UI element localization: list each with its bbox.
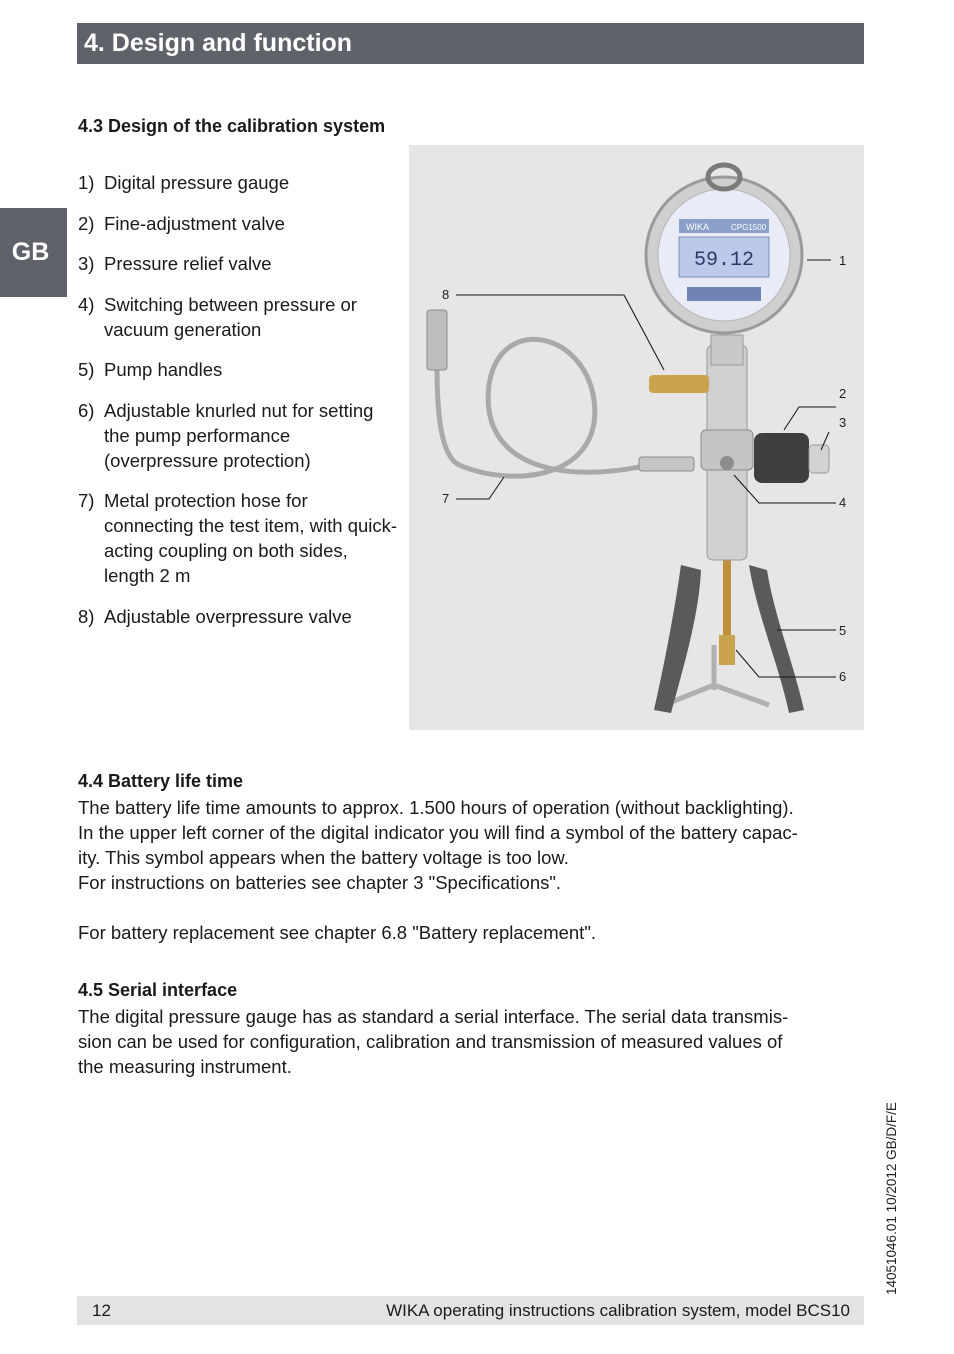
callout-label-2: 2	[839, 386, 847, 401]
hose-coupling	[427, 310, 447, 370]
gauge-reading: 59.12	[694, 249, 755, 272]
callout-label-1: 1	[839, 253, 847, 268]
callout-label-8: 8	[442, 287, 450, 302]
component-list	[78, 170, 398, 629]
list-item-number: 7)	[78, 490, 95, 511]
chapter-title: 4. Design and function	[84, 29, 353, 57]
list-item-number: 2)	[78, 213, 95, 234]
calibration-system-figure	[409, 145, 864, 730]
list-item-text: Pump handles	[104, 359, 223, 380]
chapter-header	[77, 23, 864, 64]
document-code: 14051046.01 10/2012 GB/D/F/E	[884, 1102, 899, 1295]
callout-label-5: 5	[839, 623, 847, 638]
section-43-heading: 4.3 Design of the calibration system	[78, 116, 386, 136]
hose-illustration	[437, 339, 649, 476]
page-number: 12	[92, 1301, 111, 1320]
paragraph-line: The battery life time amounts to approx. 1.500 hours of operation (without backlighting).	[78, 797, 794, 818]
list-item	[78, 211, 398, 236]
fine-adjustment-valve	[754, 433, 809, 483]
paragraph-line: For instructions on batteries see chapter 3 "Specifications".	[78, 872, 562, 893]
footer-title: WIKA operating instructions calibration system, model BCS10	[386, 1301, 850, 1320]
callout-label-4: 4	[839, 495, 847, 510]
list-item-text: Adjustable knurled nut for setting the pump performance (overpressure protection)	[104, 400, 374, 471]
list-item-number: 8)	[78, 606, 95, 627]
page-footer	[77, 1296, 864, 1325]
callout-label-6: 6	[839, 669, 847, 684]
list-item-number: 5)	[78, 359, 95, 380]
list-item-number: 4)	[78, 294, 95, 315]
language-label: GB	[11, 238, 50, 266]
list-item-text: Digital pressure gauge	[104, 172, 290, 193]
list-item	[78, 488, 398, 588]
list-item	[78, 292, 398, 342]
paragraph-line: The digital pressure gauge has as standard a serial interface. The serial data transmis-	[78, 1006, 789, 1027]
callout-label-3: 3	[839, 415, 847, 430]
vacuum-switch	[720, 456, 734, 470]
paragraph-line: ity. This symbol appears when the battery voltage is too low.	[78, 847, 569, 868]
list-item	[78, 357, 398, 382]
gauge-model: CPG1500	[731, 223, 767, 232]
list-item	[78, 398, 398, 473]
tripod-leg	[714, 685, 769, 705]
paragraph-line: In the upper left corner of the digital indicator you will find a symbol of the battery capac-	[78, 822, 798, 843]
paragraph-line: For battery replacement see chapter 6.8 "Battery replacement".	[78, 922, 597, 943]
list-item-number: 3)	[78, 253, 95, 274]
knurled-nut	[719, 635, 735, 665]
list-item-text: Metal protection hose for connecting the test item, with quick-acting coupling on both sides, length 2 m	[104, 490, 398, 586]
list-item-number: 6)	[78, 400, 95, 421]
paragraph-line: the measuring instrument.	[78, 1056, 292, 1077]
gauge-connector	[711, 335, 743, 365]
list-item-text: Switching between pressure or vacuum generation	[104, 294, 357, 340]
list-item	[78, 170, 398, 195]
section-44-heading: 4.4 Battery life time	[78, 771, 244, 791]
callout-line-2	[784, 407, 836, 430]
hose-coupling	[639, 457, 694, 471]
calibration-system-illustration	[409, 145, 864, 730]
gauge-buttons	[687, 287, 761, 301]
list-item-text: Pressure relief valve	[104, 253, 272, 274]
list-item-text: Adjustable overpressure valve	[104, 606, 352, 627]
list-item-text: Fine-adjustment valve	[104, 213, 285, 234]
pressure-relief-valve	[809, 445, 829, 473]
gauge-brand: WIKA	[686, 222, 710, 232]
paragraph-line: sion can be used for configuration, calibration and transmission of measured values of	[78, 1031, 783, 1052]
pump-handle-right	[749, 565, 804, 713]
list-item-number: 1)	[78, 172, 95, 193]
overpressure-valve	[649, 375, 709, 393]
language-tab	[0, 208, 67, 297]
list-item	[78, 604, 398, 629]
callout-line-8	[456, 295, 664, 370]
callout-label-7: 7	[442, 491, 450, 506]
callout-line-7	[456, 477, 504, 499]
section-45-heading: 4.5 Serial interface	[78, 980, 238, 1000]
list-item	[78, 251, 398, 276]
